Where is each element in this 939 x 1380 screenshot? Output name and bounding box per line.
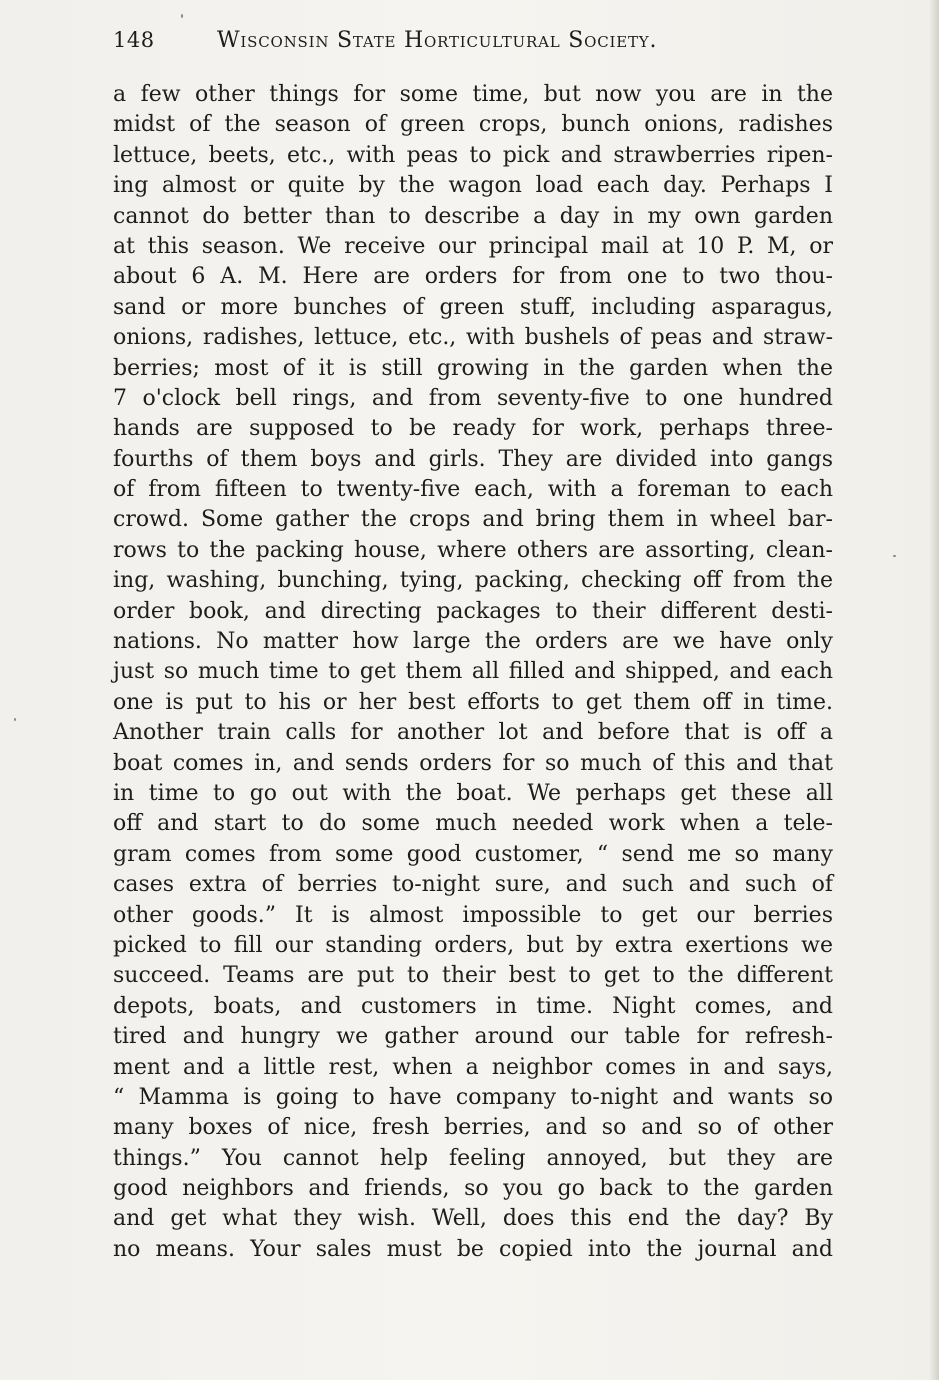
text-line: succeed. Teams are put to their best to get to the different (113, 963, 833, 989)
text-line: cannot do better than to describe a day in my own garden (113, 203, 833, 229)
page-header (113, 28, 763, 58)
page-edge-shadow (929, 0, 939, 1380)
text-line: at this season. We receive our principal mail at 10 P. M, or (113, 233, 833, 259)
text-line: of from fifteen to twenty-five each, with a foreman to each (113, 477, 833, 503)
text-line: one is put to his or her best efforts to get them off in time. (113, 689, 833, 715)
text-line: hands are supposed to be ready for work, perhaps three- (113, 416, 833, 442)
text-line: tired and hungry we gather around our table for refresh- (113, 1024, 833, 1050)
text-line: and get what they wish. Well, does this end the day? By (113, 1206, 833, 1232)
text-line: in time to go out with the boat. We perhaps get these all (113, 780, 833, 806)
text-line: gram comes from some good customer, “ send me so many (113, 841, 833, 867)
text-line: other goods.” It is almost impossible to get our berries (113, 902, 833, 928)
text-line: berries; most of it is still growing in the garden when the (113, 355, 833, 381)
text-line: 7 o'clock bell rings, and from seventy-five to one hundred (113, 385, 833, 411)
page-number: 148 (113, 28, 155, 52)
text-line: off and start to do some much needed work when a tele- (113, 811, 833, 837)
text-line: fourths of them boys and girls. They are divided into gangs (113, 446, 833, 472)
text-line: midst of the season of green crops, bunch onions, radishes (113, 112, 833, 138)
text-line: Another train calls for another lot and before that is off a (113, 720, 833, 746)
text-line: about 6 A. M. Here are orders for from one to two thou- (113, 264, 833, 290)
text-line: nations. No matter how large the orders are we have only (113, 629, 833, 655)
text-line: things.” You cannot help feeling annoyed, but they are (113, 1145, 833, 1171)
text-line: sand or more bunches of green stuff, including asparagus, (113, 294, 833, 320)
text-line: cases extra of berries to-night sure, and such and such of (113, 872, 833, 898)
text-line: a few other things for some time, but now you are in the (113, 82, 833, 107)
text-line: lettuce, beets, etc., with peas to pick and strawberries ripen- (113, 142, 833, 168)
text-line: many boxes of nice, fresh berries, and so and so of other (113, 1115, 833, 1141)
text-line: ing almost or quite by the wagon load each day. Perhaps I (113, 173, 833, 199)
text-line: picked to fill our standing orders, but by extra exertions we (113, 932, 833, 958)
paper-speck (14, 718, 16, 721)
text-line: ing, washing, bunching, tying, packing, checking off from the (113, 568, 833, 594)
text-line: just so much time to get them all filled and shipped, and each (113, 659, 833, 685)
text-line: depots, boats, and customers in time. Night comes, and (113, 993, 833, 1019)
running-head: Wisconsin State Horticultural Society. (217, 28, 658, 53)
paper-speck (181, 14, 183, 18)
text-line: boat comes in, and sends orders for so much of this and that (113, 750, 833, 776)
text-line: order book, and directing packages to their different desti- (113, 598, 833, 624)
text-line: “ Mamma is going to have company to-night and wants so (113, 1084, 833, 1110)
text-line: onions, radishes, lettuce, etc., with bushels of peas and straw- (113, 325, 833, 351)
text-line: crowd. Some gather the crops and bring them in wheel bar- (113, 507, 833, 533)
text-line: ment and a little rest, when a neighbor comes in and says, (113, 1054, 833, 1080)
body-text (113, 80, 833, 1265)
text-line: no means. Your sales must be copied into the journal and (113, 1236, 833, 1262)
paper-speck (893, 555, 896, 557)
text-line: rows to the packing house, where others are assorting, clean- (113, 537, 833, 563)
text-line: good neighbors and friends, so you go back to the garden (113, 1176, 833, 1202)
